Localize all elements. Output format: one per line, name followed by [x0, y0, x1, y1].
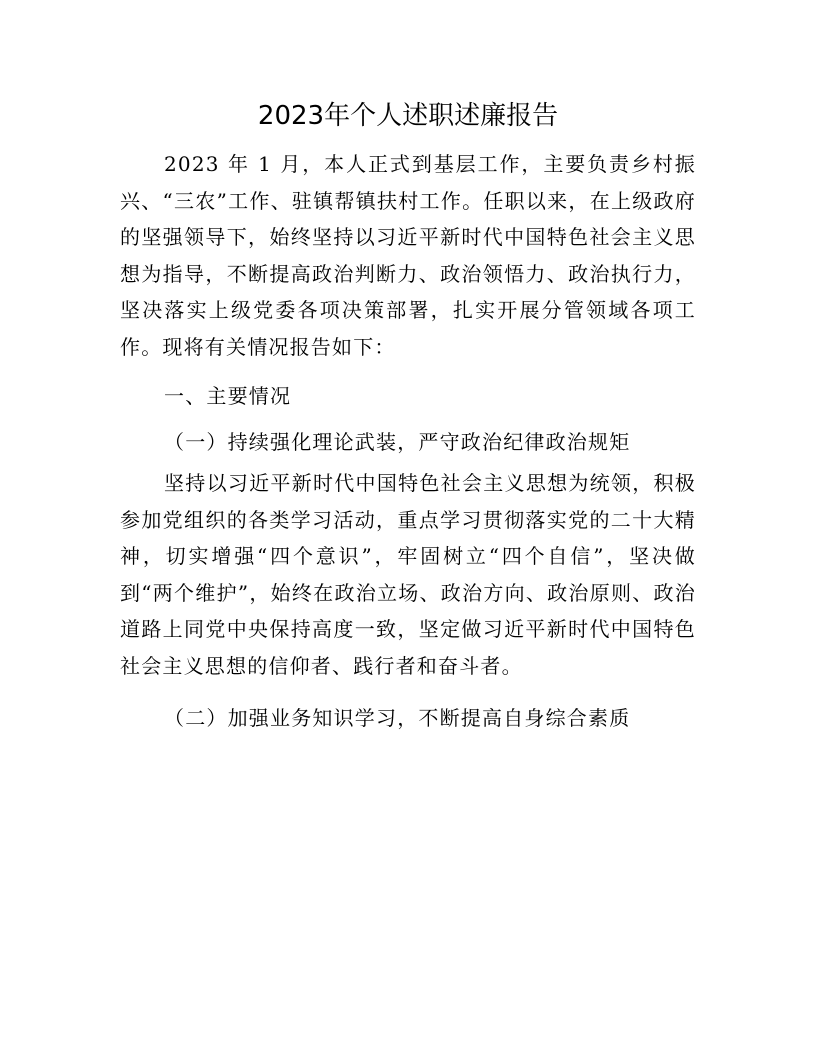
- subsection-heading-business-learning: （二）加强业务知识学习，不断提高自身综合素质: [164, 706, 631, 730]
- theory-paragraph: 坚持以习近平新时代中国特色社会主义思想为统领，积极参加党组织的各类学习活动，重点学习贯彻落实党的二十大精神，切实增强“四个意识”，牢固树立“四个自信”，坚决做到“两个维护”，始终在政治立场、政治方向、政治原则、政治道路上同党中央保持高度一致，坚定做习近平新时代中国特色社会主义思想的信仰者、践行者和奋斗者。: [120, 471, 696, 678]
- section-heading-main-situation: 一、主要情况: [164, 384, 292, 408]
- subsection-heading-theory: （一）持续强化理论武装，严守政治纪律政治规矩: [164, 430, 631, 454]
- document-title: 2023年个人述职述廉报告: [257, 101, 559, 131]
- intro-paragraph: 2023 年 1 月，本人正式到基层工作，主要负责乡村振兴、“三农”工作、驻镇帮镇扶村工作。任职以来，在上级政府的坚强领导下，始终坚持以习近平新时代中国特色社会主义思想为指导，不断提高政治判断力、政治领悟力、政治执行力，坚决落实上级党委各项决策部署，扎实开展分管领域各项工作。现将有关情况报告如下：: [120, 152, 696, 359]
